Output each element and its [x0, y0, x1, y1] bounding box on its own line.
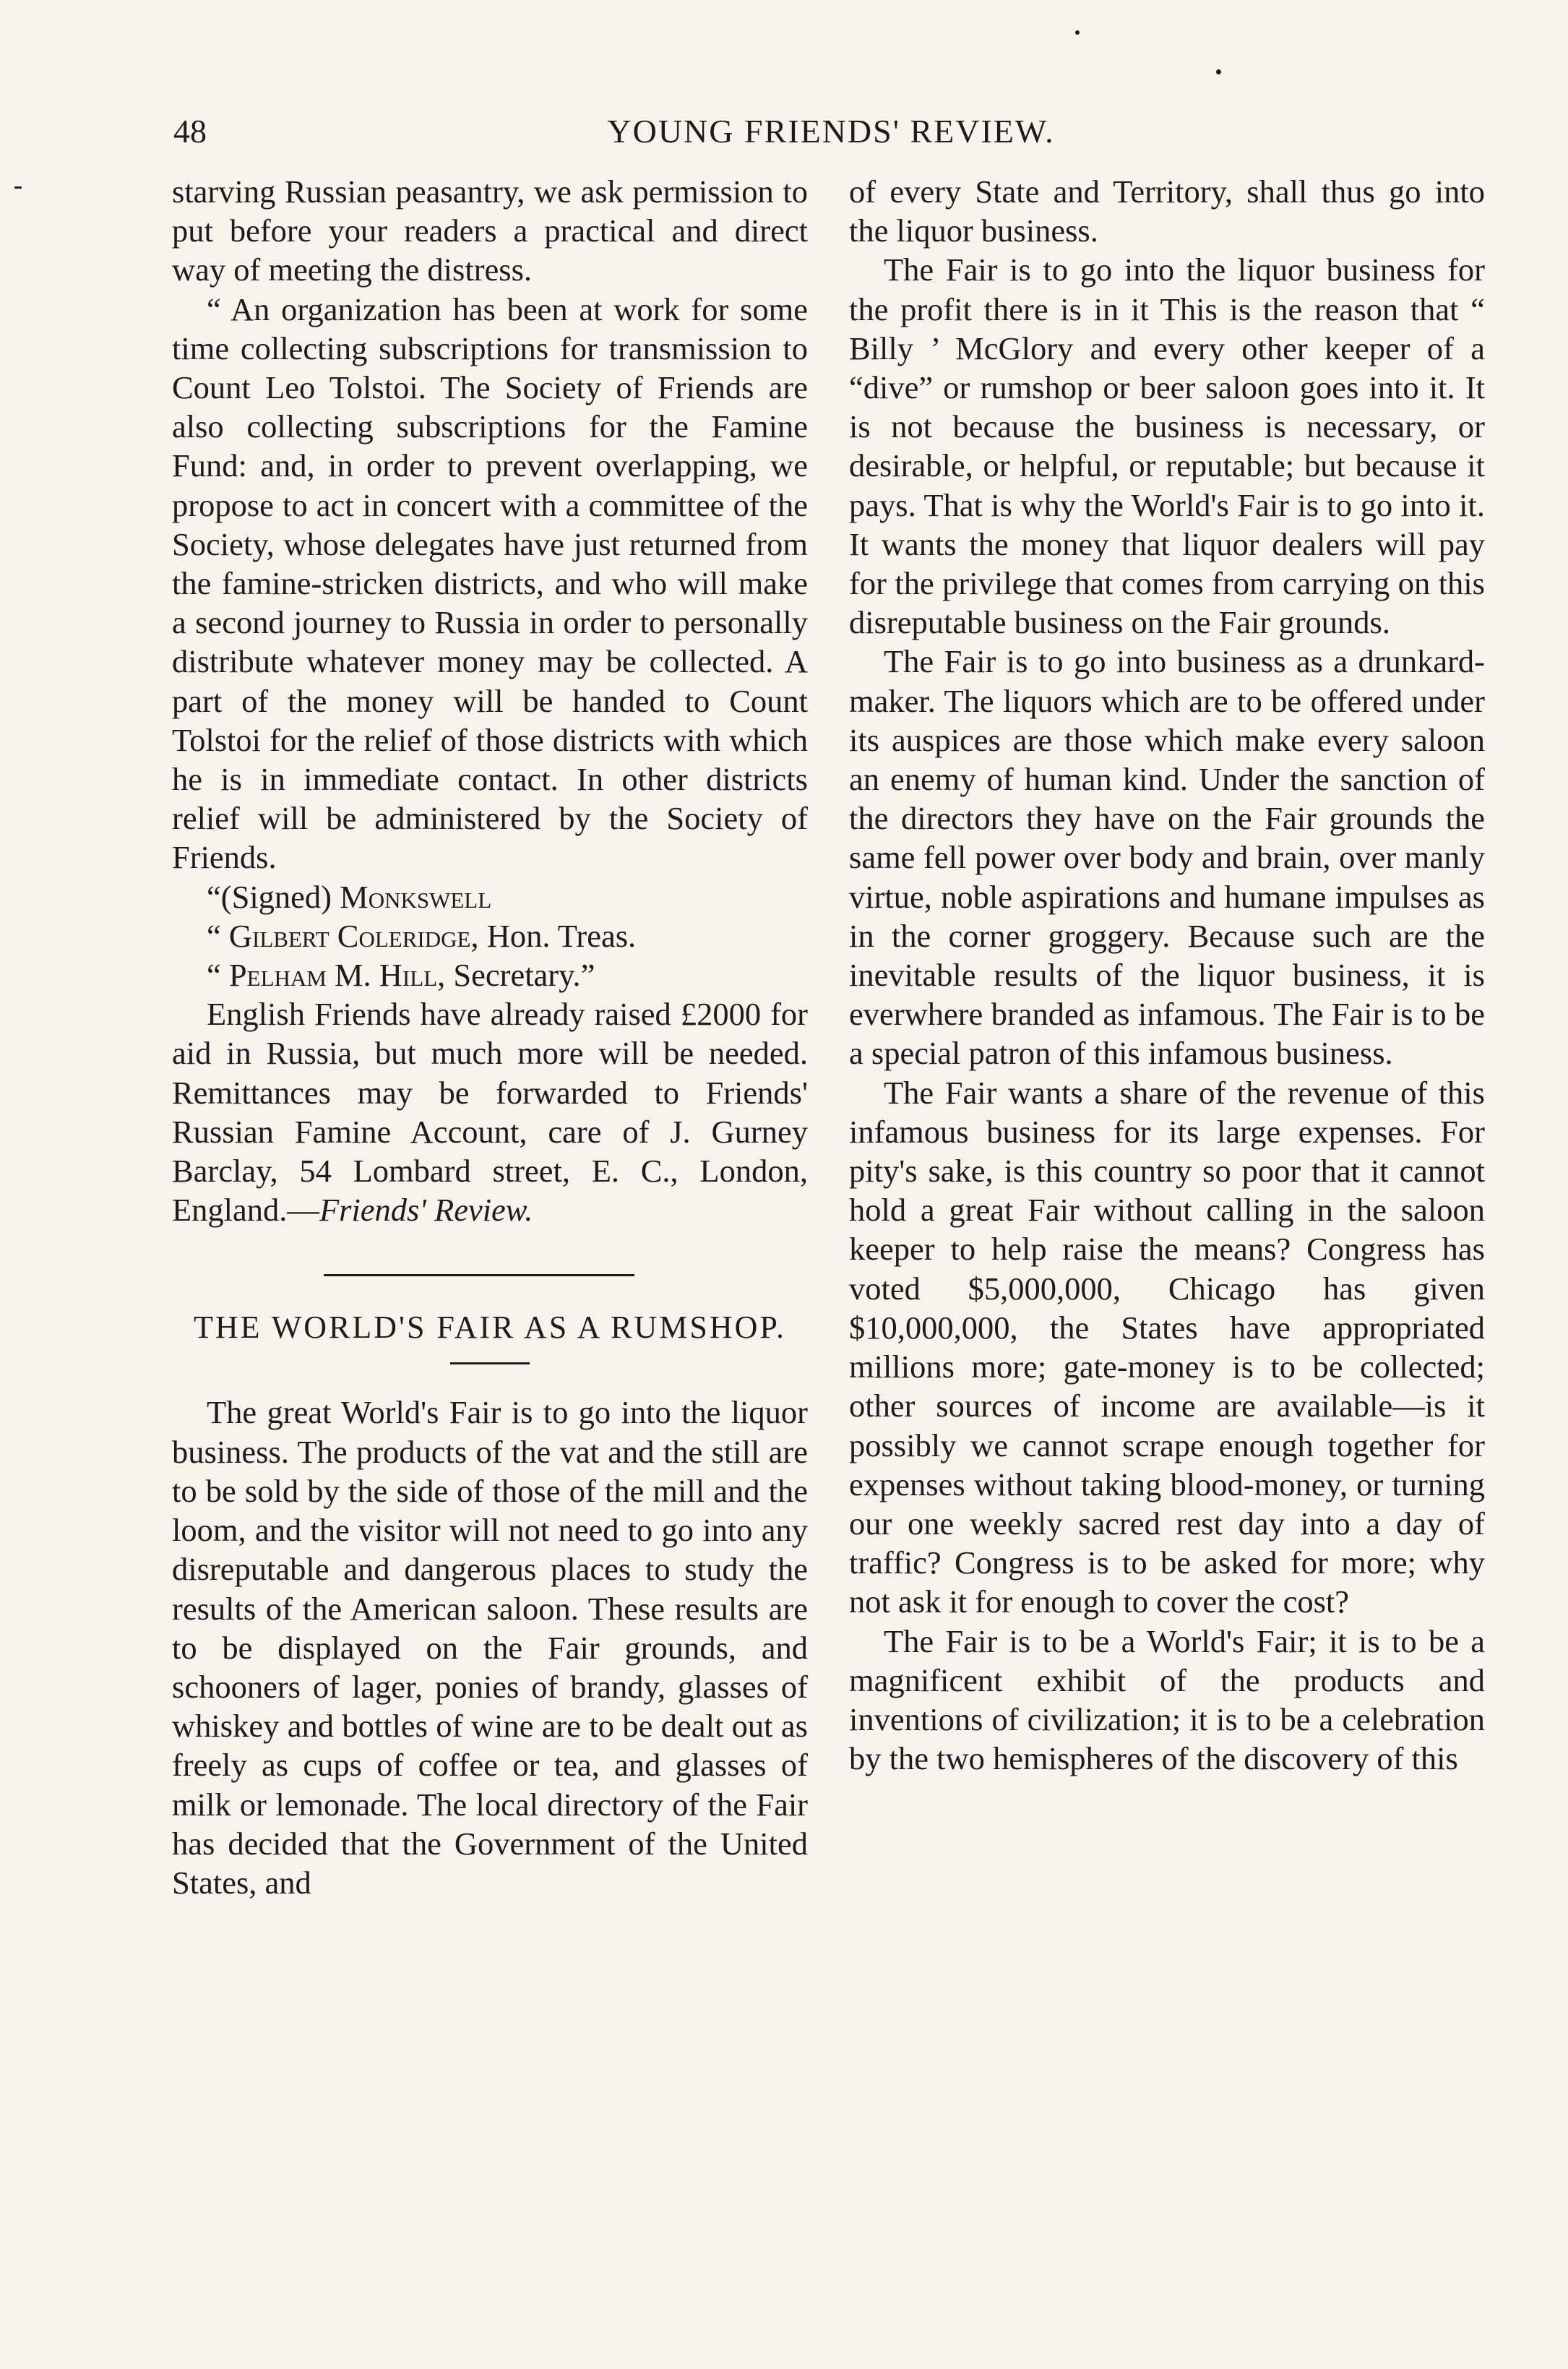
- paragraph: The Fair is to be a World's Fair; it is to be a magnificent exhibit of the products and inventions of civilization; it is to be a celebration by the two hemispheres of the discovery of this: [849, 1622, 1485, 1777]
- signature-line: [172, 916, 808, 955]
- left-column: [172, 172, 808, 1902]
- signatory-name: Monkswell: [340, 878, 492, 915]
- ink-speck: [1216, 69, 1221, 74]
- signature-prefix: “: [207, 957, 229, 994]
- signature-line: [172, 955, 808, 994]
- source-citation: Friends' Review.: [319, 1192, 533, 1229]
- paragraph-text: English Friends have already raised £2000 for aid in Russia, but much more will be needed. Remittances may be forwarded to Friends' Russian Famine Account, care of J. Gurney Barclay, 54 Lombard street, E. C., London, England.—: [172, 996, 808, 1229]
- heading-divider: [172, 1348, 808, 1393]
- paragraph: The Fair wants a share of the revenue of this infamous business for its large expenses. For pity's sake, is this country so poor that it cannot hold a great Fair without calling in the saloon keeper to help raise the means? Congress has voted $5,000,000, Chicago has given $10,000,000, the States have appropriated millions more; gate-money is to be collected; other sources of income are available—is it possibly we cannot scrape enough together for expenses without taking blood-money, or turning our one weekly sacred rest day into a day of traffic? Congress is to be asked for more; why not ask it for enough to cover the cost?: [849, 1074, 1485, 1620]
- ink-speck: [14, 186, 22, 189]
- section-divider: [172, 1229, 808, 1302]
- divider-rule: [324, 1274, 634, 1276]
- right-column: [849, 172, 1485, 1778]
- signatory-role: Hon. Treas.: [478, 917, 637, 954]
- signature-prefix: “(Signed): [207, 878, 340, 915]
- article-heading: THE WORLD'S FAIR AS A RUMSHOP.: [193, 1310, 787, 1346]
- paragraph: The great World's Fair is to go into the liquor business. The products of the vat and the still are to be sold by the side of those of the mill and the loom, and the visitor will not need to go into any disreputable and dangerous places to study the results of the American saloon. These results are to be displayed on the Fair grounds, and schooners of lager, ponies of brandy, glasses of whiskey and bottles of wine are to be dealt out as freely as cups of coffee or tea, and glasses of milk or lemonade. The local directory of the Fair has decided that the Government of the United States, and: [172, 1394, 808, 1901]
- paragraph: starving Russian peasantry, we ask permission to put before your readers a practical and direct way of meeting the distress.: [172, 173, 808, 288]
- paragraph: The Fair is to go into business as a drunkard-maker. The liquors which are to be offered under its auspices are those which make every saloon an enemy of human kind. Under the sanction of the directors they have on the Fair grounds the same fell power over body and brain, over manly virtue, noble aspirations and humane impulses as in the corner groggery. Because such are the inevitable results of the liquor business, it is everwhere branded as infamous. The Fair is to be a special patron of this infamous business.: [849, 643, 1485, 1072]
- paragraph: [172, 994, 808, 1229]
- ink-speck: [1075, 30, 1080, 35]
- signature-line: [172, 877, 808, 916]
- signature-prefix: “: [207, 917, 229, 954]
- paragraph: “ An organization has been at work for some time collecting subscriptions for transmission to Count Leo Tolstoi. The Society of Friends are also collecting subscriptions for the Famine Fund: and, in order to prevent overlapping, we propose to act in concert with a committee of the Society, whose delegates have just returned from the famine-stricken districts, and who will make a second journey to Russia in order to personally distribute whatever money may be collected. A part of the money will be handed to Count Tolstoi for the relief of those districts with which he is in immediate contact. In other districts relief will be administered by the Society of Friends.: [172, 291, 808, 876]
- page-number: 48: [173, 113, 207, 150]
- running-head: [173, 108, 1489, 166]
- journal-title: YOUNG FRIENDS' REVIEW.: [607, 113, 1055, 150]
- paragraph: The Fair is to go into the liquor business for the profit there is in it This is the reason that “ Billy ’ McGlory and every other keeper of a “dive” or rumshop or beer saloon goes into it. It is not because the business is necessary, or desirable, or helpful, or reputable; but because it pays. That is why the World's Fair is to go into it. It wants the money that liquor dealers will pay for the privilege that comes from carrying on this disreputable business on the Fair grounds.: [849, 251, 1485, 641]
- paragraph: of every State and Territory, shall thus go into the liquor business.: [849, 173, 1485, 249]
- signatory-role: Secretary.”: [445, 957, 595, 994]
- divider-rule: [450, 1362, 530, 1364]
- signatory-name: Pelham M. Hill,: [228, 957, 446, 994]
- signatory-name: Gilbert Coleridge,: [228, 917, 479, 954]
